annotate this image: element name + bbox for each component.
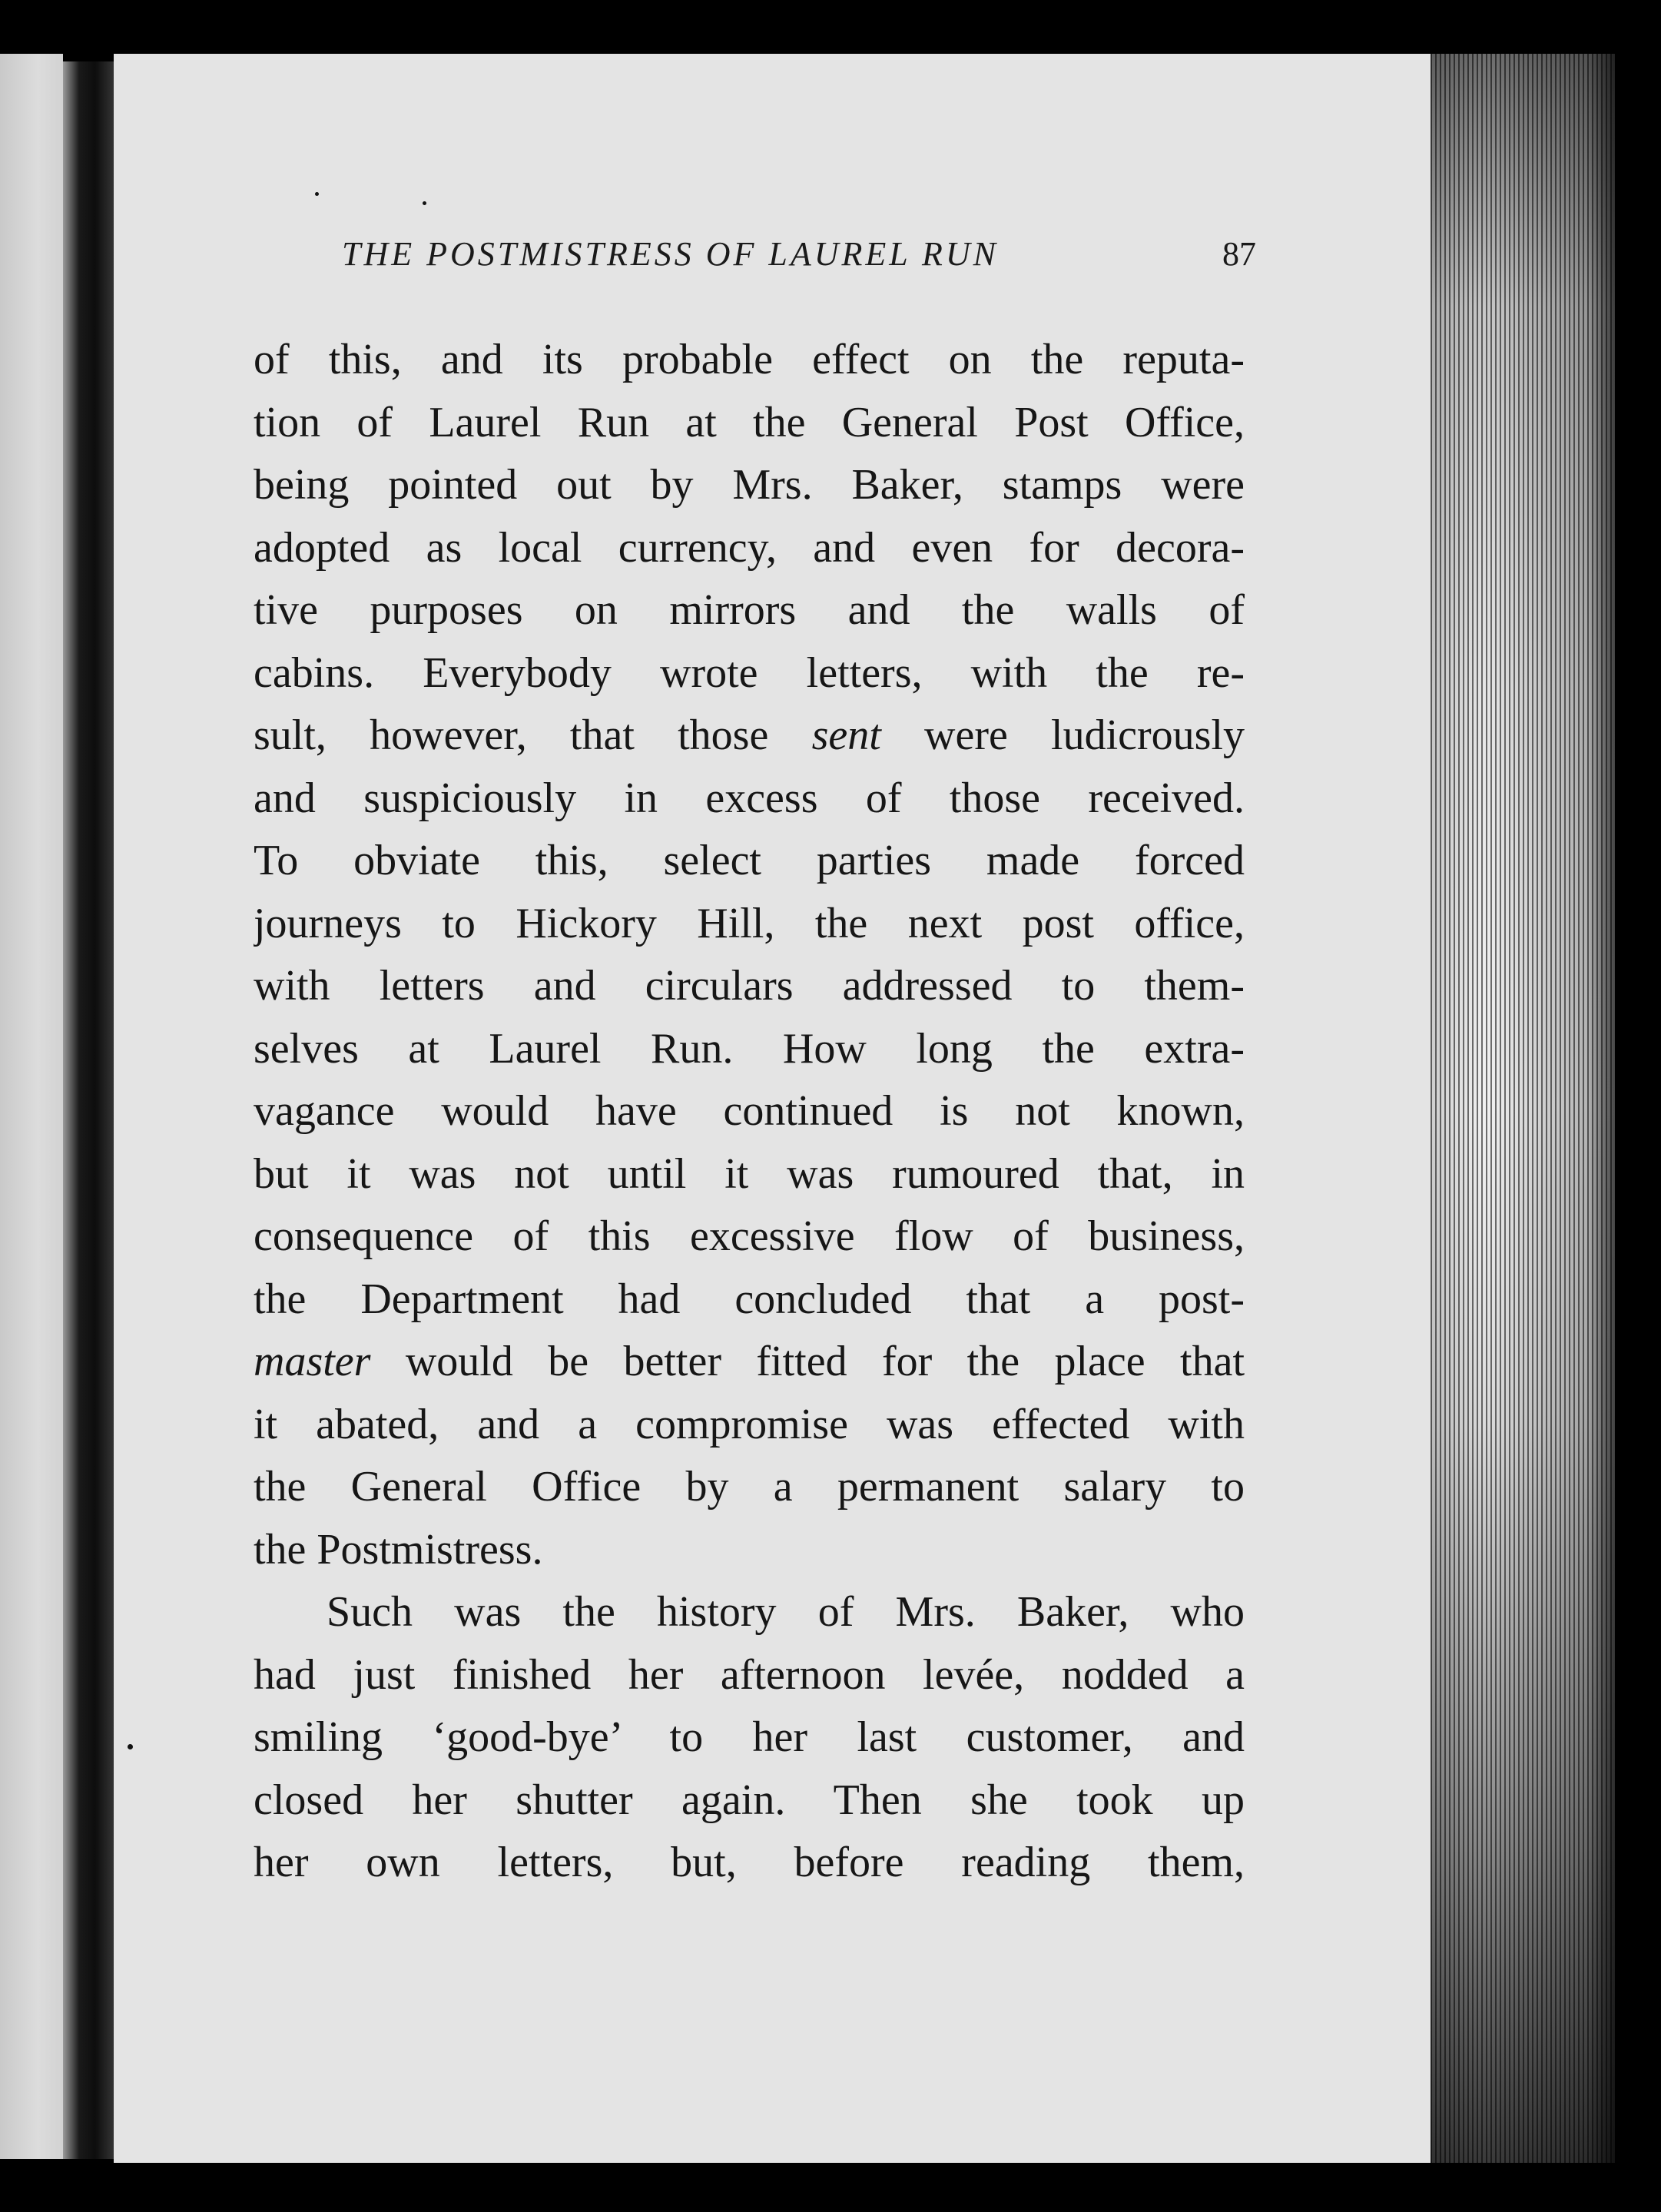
text-line: the General Office by a permanent salary to (254, 1463, 1245, 1511)
text-line: the Postmistress. (254, 1525, 543, 1574)
page-number: 87 (1222, 235, 1256, 273)
text-line: and suspiciously in excess of those received. (254, 774, 1245, 822)
scan-speck (128, 1744, 133, 1749)
italic-word: sent (811, 711, 881, 759)
text-line: selves at Laurel Run. How long the extra- (254, 1024, 1245, 1073)
text-line: with letters and circulars addressed to them- (254, 962, 1245, 1010)
text-line: journeys to Hickory Hill, the next post office, (254, 899, 1245, 947)
text-line: but it was not until it was rumoured that, in (254, 1149, 1245, 1198)
text-line: it abated, and a compromise was effected with (254, 1400, 1245, 1448)
running-title: THE POSTMISTRESS OF LAUREL RUN (342, 235, 999, 273)
text-segment: sult, however, that those (254, 711, 769, 759)
running-head (342, 234, 1256, 280)
text-line: cabins. Everybody wrote letters, with the re- (254, 648, 1245, 697)
text-line: adopted as local currency, and even for decora- (254, 523, 1245, 572)
scan-speck (423, 201, 426, 205)
text-line: the Department had concluded that a post- (254, 1275, 1245, 1323)
text-line (254, 705, 1245, 768)
text-line: had just finished her afternoon levée, nodded a (254, 1650, 1245, 1699)
page-edges-shadow (1431, 54, 1615, 2163)
text-line: To obviate this, select parties made forced (254, 837, 1245, 884)
text-line: vagance would have continued is not known, (254, 1087, 1245, 1135)
facing-page-edge (0, 54, 63, 2159)
text-line: tion of Laurel Run at the General Post Office, (254, 398, 1245, 446)
text-segment: were ludicrously (924, 711, 1245, 759)
italic-word: master (254, 1338, 371, 1385)
text-line: closed her shutter again. Then she took up (254, 1776, 1245, 1824)
text-line: of this, and its probable effect on the reputa- (254, 336, 1245, 383)
text-line: her own letters, but, before reading them, (254, 1839, 1245, 1886)
book-gutter (63, 61, 117, 2159)
text-line: being pointed out by Mrs. Baker, stamps were (254, 461, 1245, 509)
body-text (254, 329, 1245, 1895)
scan-border (0, 2163, 1661, 2212)
text-line: Such was the history of Mrs. Baker, who (327, 1588, 1245, 1636)
scan-speck (315, 192, 319, 196)
text-line (254, 1331, 1245, 1394)
text-line: smiling ‘good-bye’ to her last customer, and (254, 1713, 1245, 1761)
text-line: tive purposes on mirrors and the walls of (254, 586, 1245, 634)
text-segment: would be better fitted for the place that (405, 1338, 1245, 1385)
text-line: consequence of this excessive flow of business, (254, 1212, 1245, 1260)
